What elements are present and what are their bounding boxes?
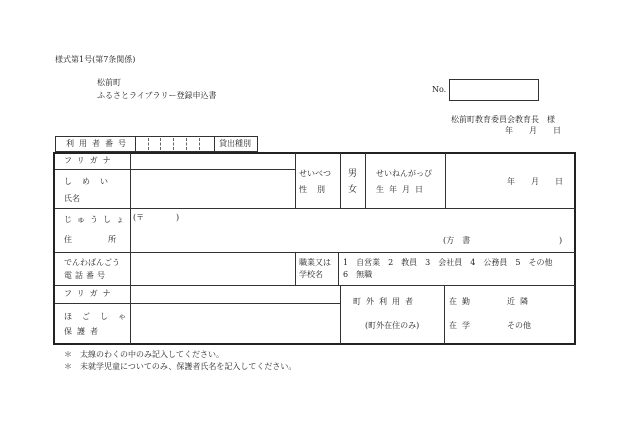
job-options-1[interactable]: 1 自営業 2 教員 3 会社員 4 公務員 5 その他 [343,258,553,267]
guardian-kana: ほごしゃ [64,312,136,321]
job-label-2: 学校名 [299,270,323,279]
option-other[interactable]: その他 [507,321,531,330]
name-label: 氏名 [64,194,80,203]
user-number-label: 利用者番号 [66,139,131,148]
address-kana: じゅうしょ [64,215,129,224]
application-date[interactable]: 年 月 日 [505,126,561,135]
postal-prefix: (〒 [133,213,145,222]
birth-kana: せいねんがっぴ [376,169,432,178]
job-label-1: 職業又は [299,258,331,267]
addressee: 松前町教育委員会教育長 様 [451,115,555,124]
form-number: 様式第1号(第7条関係) [55,55,136,64]
address-label-text: 住所 [64,235,152,244]
gender-male[interactable]: 男 [348,169,358,179]
gender-female[interactable]: 女 [348,185,358,195]
direction-close: ) [559,236,563,245]
phone-label: 電話番号 [64,271,108,280]
form-title: ふるさとライブラリー登録申込書 [97,91,217,100]
note-1: ＊ 太線のわくの中のみ記入してください。 [64,350,224,359]
job-options-2[interactable]: 6 無職 [343,270,373,279]
no-label: No. [432,85,447,94]
phone-kana: でんわばんごう [64,258,120,267]
birth-label: 生年月日 [376,185,428,194]
outside-user-note: (町外在住のみ) [365,321,420,330]
furigana2-label: フリガナ [64,289,116,298]
postal-suffix: ) [176,213,180,222]
birth-date-field[interactable]: 年 月 日 [507,177,563,186]
outside-user-label: 町外利用者 [353,297,418,306]
note-2: ＊ 未就学児童についてのみ、保護者氏名を記入してください。 [64,362,297,371]
furigana-label: フリガナ [64,156,116,165]
address-field[interactable] [131,209,574,251]
direction-label: (方 書 [443,236,471,245]
option-school[interactable]: 在学 [449,321,475,330]
name-kana: しめい [64,177,118,186]
guardian-name-field[interactable] [131,304,339,344]
guardian-furigana-field[interactable] [131,286,339,302]
loan-type-label: 貸出種別 [219,139,251,148]
gender-label: 性別 [299,185,335,194]
furigana-field[interactable] [131,154,294,168]
guardian-label: 保護者 [64,327,103,336]
town-name: 松前町 [97,78,121,87]
option-nearby[interactable]: 近隣 [507,297,533,306]
option-work[interactable]: 在勤 [449,297,475,306]
name-field[interactable] [131,170,294,207]
phone-field[interactable] [131,253,294,284]
gender-kana: せいべつ [299,169,331,178]
no-field[interactable] [449,79,539,101]
